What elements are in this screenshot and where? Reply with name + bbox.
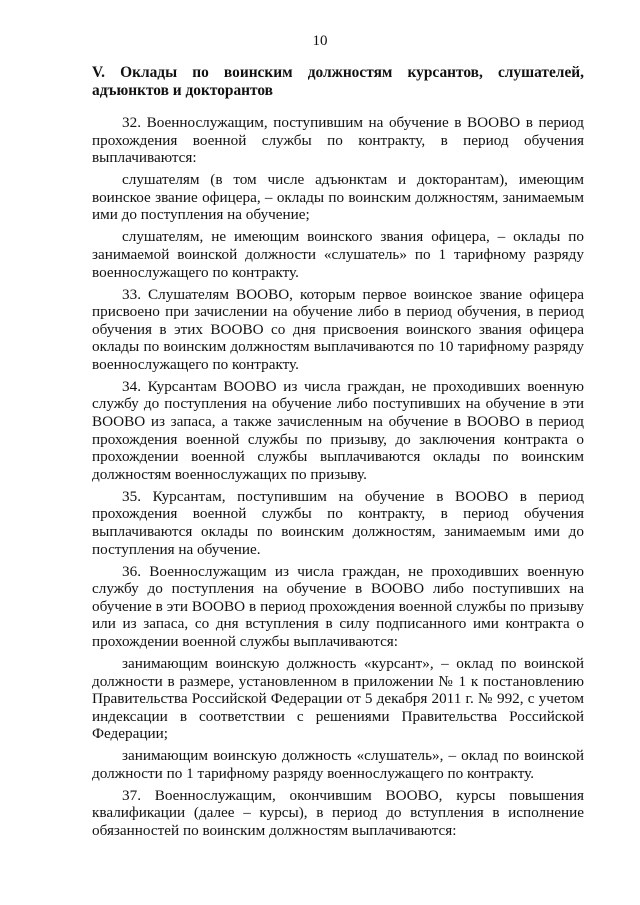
- page-number: 10: [312, 33, 328, 49]
- paragraph-36-listener: занимающим воинскую должность «слушатель», – оклад по воинской должности по 1 тарифному разряду военнослужащего по контракту.: [92, 747, 584, 782]
- paragraph-32: 32. Военнослужащим, поступившим на обучение в ВООВО в период прохождения военной службы по контракту, в период обучения выплачиваются:: [92, 114, 584, 167]
- paragraph-36-cadet: занимающим воинскую должность «курсант», – оклад по воинской должности в размере, установленном в приложении № 1 к постановлению Правительства Российской Федерации от 5 декабря 2011 г. № 992, с учетом индексации в соответствии с решениями Правительства Российской Федерации;: [92, 654, 584, 743]
- paragraph-32-officers: слушателям (в том числе адъюнктам и докторантам), имеющим воинское звание офицера, – оклады по воинским должностям, занимаемым ими до поступления на обучение;: [92, 171, 584, 224]
- paragraph-35: 35. Курсантам, поступившим на обучение в ВООВО в период прохождения военной службы по контракту, в период обучения выплачиваются оклады по воинским должностям, занимаемым ими до поступления на обучение.: [92, 487, 584, 558]
- paragraph-33: 33. Слушателям ВООВО, которым первое воинское звание офицера присвоено при зачислении на обучение либо в период обучения, в период обучения в этих ВООВО со дня присвоения воинского звания офицера оклады по воинским должностям выплачиваются по 10 тарифному разряду военнослужащего по контракту.: [92, 285, 584, 373]
- paragraph-37: 37. Военнослужащим, окончившим ВООВО, курсы повышения квалификации (далее – курсы), в период до вступления в исполнение обязанностей по воинским должностям выплачиваются:: [92, 786, 584, 840]
- paragraph-32-non-officers: слушателям, не имеющим воинского звания офицера, – оклады по занимаемой воинской должности «слушатель» по 1 тарифному разряду военнослужащего по контракту.: [92, 228, 584, 281]
- section-title: V. Оклады по воинским должностям курсантов, слушателей, адъюнктов и докторантов: [92, 64, 584, 99]
- document-body: [92, 114, 584, 844]
- paragraph-36: 36. Военнослужащим из числа граждан, не проходивших военную службу до поступления на обучение в ВООВО либо поступивших на обучение в эти ВООВО в период прохождения военной службы по призыву или из запаса, со дня вступления в силу подписанного ими контракта о прохождении военной службы выплачиваются:: [92, 562, 584, 650]
- paragraph-34: 34. Курсантам ВООВО из числа граждан, не проходивших военную службу до поступления на обучение либо поступивших на обучение в эти ВООВО из запаса, а также зачисленным на обучение в ВООВО в период прохождения военной службы по призыву, до заключения контракта о прохождении военной службы выплачиваются оклады по воинским должностям военнослужащих по призыву.: [92, 377, 584, 483]
